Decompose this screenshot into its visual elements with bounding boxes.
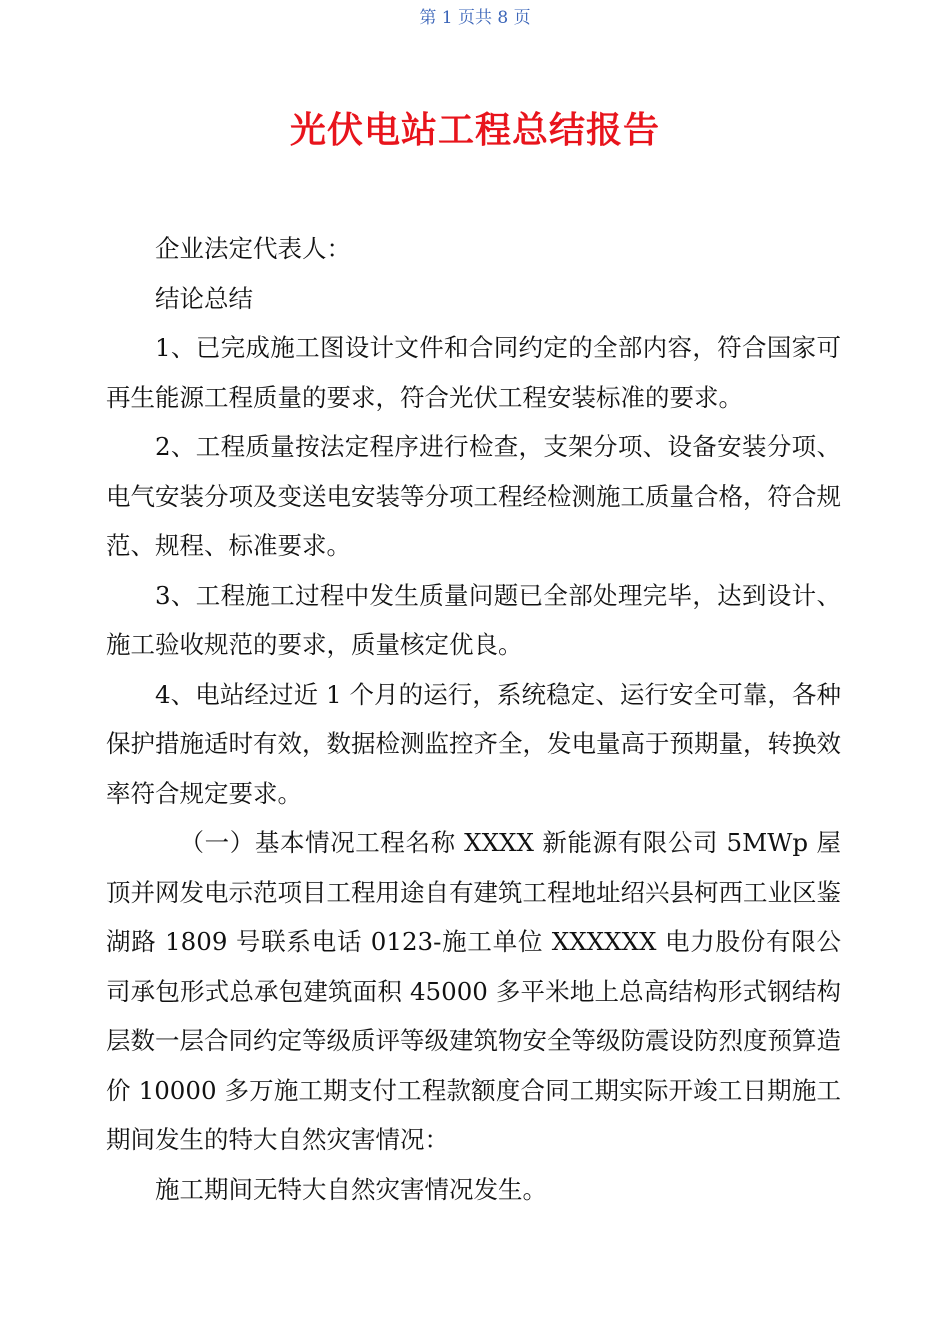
document-body xyxy=(106,224,841,1214)
page-indicator: 第 1 页共 8 页 xyxy=(419,8,531,28)
conclusion-item-2: 2、工程质量按法定程序进行检查，支架分项、设备安装分项、电气安装分项及变送电安装等分项工程经检测施工质量合格，符合规范、规程、标准要求。 xyxy=(106,432,841,560)
conclusion-heading: 结论总结 xyxy=(155,283,253,313)
conclusion-item-4: 4、电站经过近 1 个月的运行，系统稳定、运行安全可靠，各种保护措施适时有效，数据检测监控齐全，发电量高于预期量，转换效率符合规定要求。 xyxy=(106,679,841,808)
document-title: 光伏电站工程总结报告 xyxy=(289,110,660,151)
disaster-statement: 施工期间无特大自然灾害情况发生。 xyxy=(155,1174,547,1204)
conclusion-item-1: 1、已完成施工图设计文件和合同约定的全部内容，符合国家可再生能源工程质量的要求，符合光伏工程安装标准的要求。 xyxy=(106,333,841,412)
conclusion-item-3: 3、工程施工过程中发生质量问题已全部处理完毕，达到设计、施工验收规范的要求，质量核定优良。 xyxy=(106,580,841,659)
legal-representative-line: 企业法定代表人： xyxy=(155,234,351,263)
basic-info-paragraph: （一）基本情况工程名称 XXXX 新能源有限公司 5MWp 屋顶并网发电示范项目工程用途自有建筑工程地址绍兴县柯西工业区鉴湖路 1809 号联系电话 0123-施工单位 XXXXXX 电力股份有限公司承包形式总承包建筑面积 45000 多平米地上总高结构形式钢结构层数一层合同约定等级质评等级建筑物安全等级防震设防烈度预算造价 10000 多万施工期支付工程款额度合同工期实际开竣工日期施工期间发生的特大自然灾害情况： xyxy=(106,828,841,1154)
